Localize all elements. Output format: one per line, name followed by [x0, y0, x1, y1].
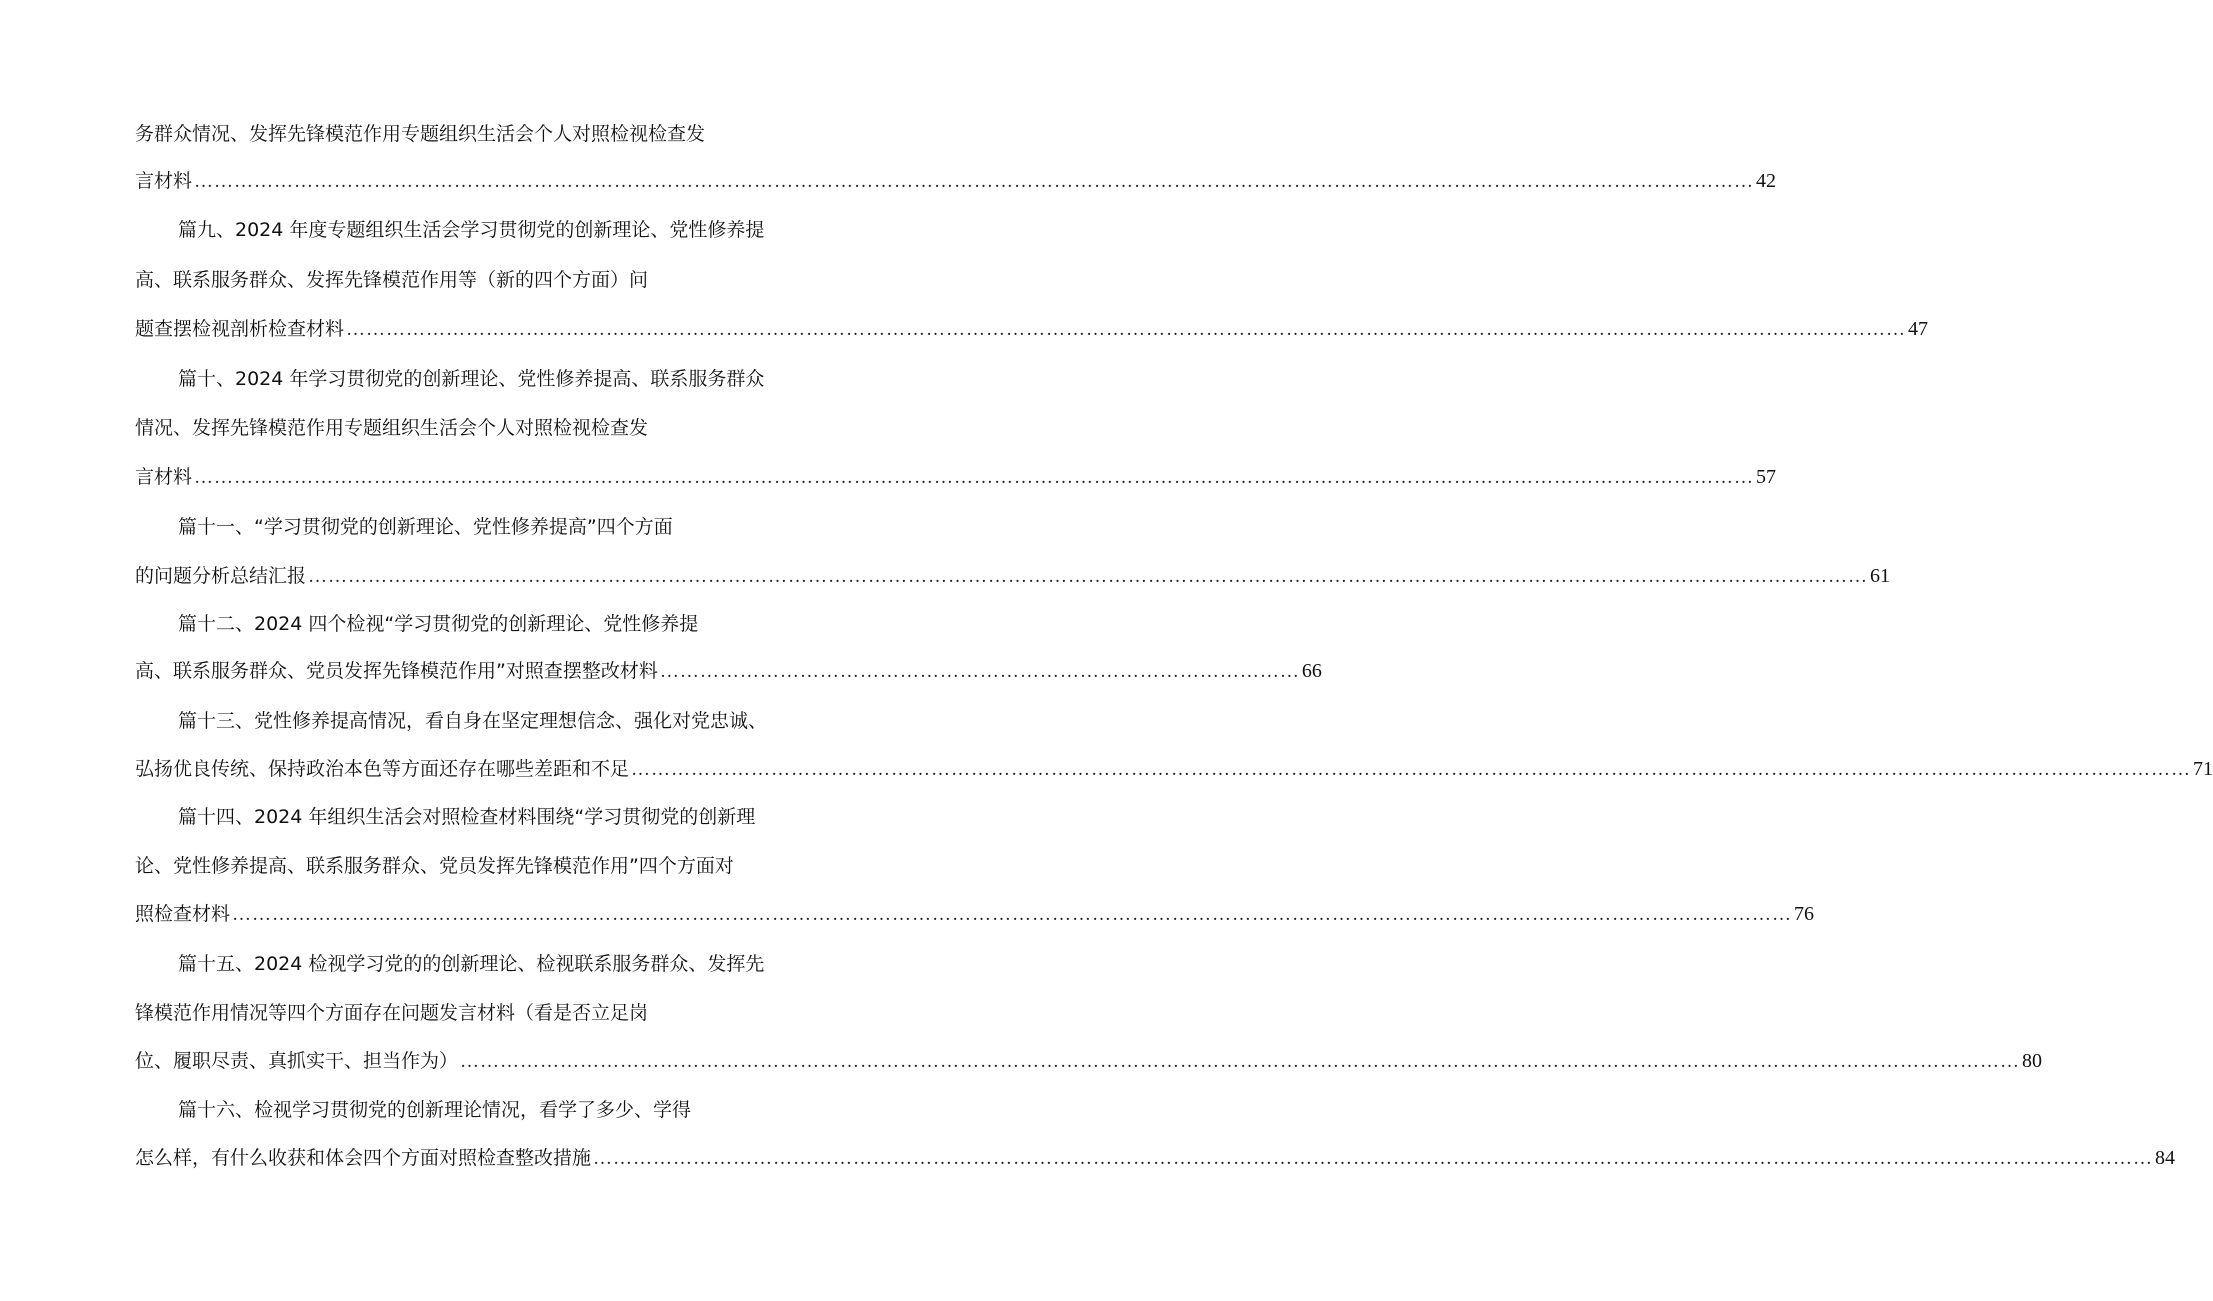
toc-line: 务群众情况、发挥先锋模范作用专题组织生活会个人对照检视检查发	[135, 123, 706, 145]
leader-dots: ………………………………………………………………………………………………………………………………………………………………………………………………………………	[593, 1148, 2154, 1169]
toc-line: 篇十三、党性修养提高情况，看自身在坚定理想信念、强化对党忠诚、	[178, 710, 768, 732]
toc-line: 篇十一、“学习贯彻党的创新理论、党性修养提高”四个方面	[178, 516, 673, 538]
leader-dots: ………………………………………………………………………………………………………………………………………………………………………………………………………………	[631, 759, 2192, 780]
toc-entry-last-line[interactable]	[135, 462, 1777, 492]
toc-entry-text: 位、履职尽责、真抓实干、担当作为）	[135, 1050, 459, 1072]
toc-line: 篇十四、2024 年组织生活会对照检查材料围绕“学习贯彻党的创新理	[178, 806, 756, 828]
toc-entry-last-line[interactable]	[135, 1046, 2043, 1076]
leader-dots: ………………………………………………………………………………………………………………………………………………………………………………………………………………	[232, 904, 1793, 925]
toc-entry-last-line[interactable]	[135, 314, 1929, 344]
page-number: 66	[1301, 660, 1322, 682]
page-number: 47	[1908, 318, 1929, 340]
leader-dots: ………………………………………………………………………………………………………………………………………………………………………………………………………………	[460, 1051, 2021, 1072]
toc-entry-text: 的问题分析总结汇报	[135, 565, 307, 587]
leader-dots: ………………………………………………………………………………………………………………………………………………………………………………………………………………	[346, 319, 1907, 340]
toc-entry-last-line[interactable]	[135, 561, 1891, 591]
toc-entry-text: 照检查材料	[135, 903, 231, 925]
page-number: 80	[2022, 1050, 2043, 1072]
page-number: 84	[2155, 1147, 2176, 1169]
toc-entry-last-line[interactable]	[135, 899, 1815, 929]
page-number: 61	[1870, 565, 1891, 587]
leader-dots: ………………………………………………………………………………………………………………………………………………………………………………………………………………	[194, 171, 1755, 192]
leader-dots: ……………………………………………………………………………………	[659, 661, 1300, 682]
toc-entry-text: 题查摆检视剖析检查材料	[135, 318, 345, 340]
toc-line: 情况、发挥先锋模范作用专题组织生活会个人对照检视检查发	[135, 417, 649, 439]
leader-dots: ………………………………………………………………………………………………………………………………………………………………………………………………………………	[308, 566, 1869, 587]
toc-line: 篇十、2024 年学习贯彻党的创新理论、党性修养提高、联系服务群众	[178, 368, 765, 390]
toc-entry-text: 怎么样，有什么收获和体会四个方面对照检查整改措施	[135, 1147, 592, 1169]
page-number: 42	[1756, 170, 1777, 192]
page-number: 76	[1794, 903, 1815, 925]
toc-entry-last-line[interactable]	[135, 656, 1322, 686]
toc-line: 篇九、2024 年度专题组织生活会学习贯彻党的创新理论、党性修养提	[178, 219, 765, 241]
toc-entry-text: 言材料	[135, 466, 193, 488]
toc-line: 锋模范作用情况等四个方面存在问题发言材料（看是否立足岗	[135, 1002, 649, 1024]
page-number: 71	[2193, 758, 2213, 780]
toc-entry-text: 弘扬优良传统、保持政治本色等方面还存在哪些差距和不足	[135, 758, 630, 780]
toc-entry-last-line[interactable]	[135, 754, 2213, 784]
toc-entry-text: 言材料	[135, 170, 193, 192]
toc-line: 篇十六、检视学习贯彻党的创新理论情况，看学了多少、学得	[178, 1099, 692, 1121]
toc-entry-text: 高、联系服务群众、党员发挥先锋模范作用”对照查摆整改材料	[135, 660, 658, 682]
leader-dots: ………………………………………………………………………………………………………………………………………………………………………………………………………………	[194, 467, 1755, 488]
toc-line: 高、联系服务群众、发挥先锋模范作用等（新的四个方面）问	[135, 269, 649, 291]
toc-entry-last-line[interactable]	[135, 1143, 2176, 1173]
toc-line: 篇十二、2024 四个检视“学习贯彻党的创新理论、党性修养提	[178, 613, 699, 635]
toc-line: 篇十五、2024 检视学习党的的创新理论、检视联系服务群众、发挥先	[178, 953, 765, 975]
toc-entry-last-line[interactable]	[135, 166, 1777, 196]
page-number: 57	[1756, 466, 1777, 488]
toc-line: 论、党性修养提高、联系服务群众、党员发挥先锋模范作用”四个方面对	[135, 855, 734, 877]
